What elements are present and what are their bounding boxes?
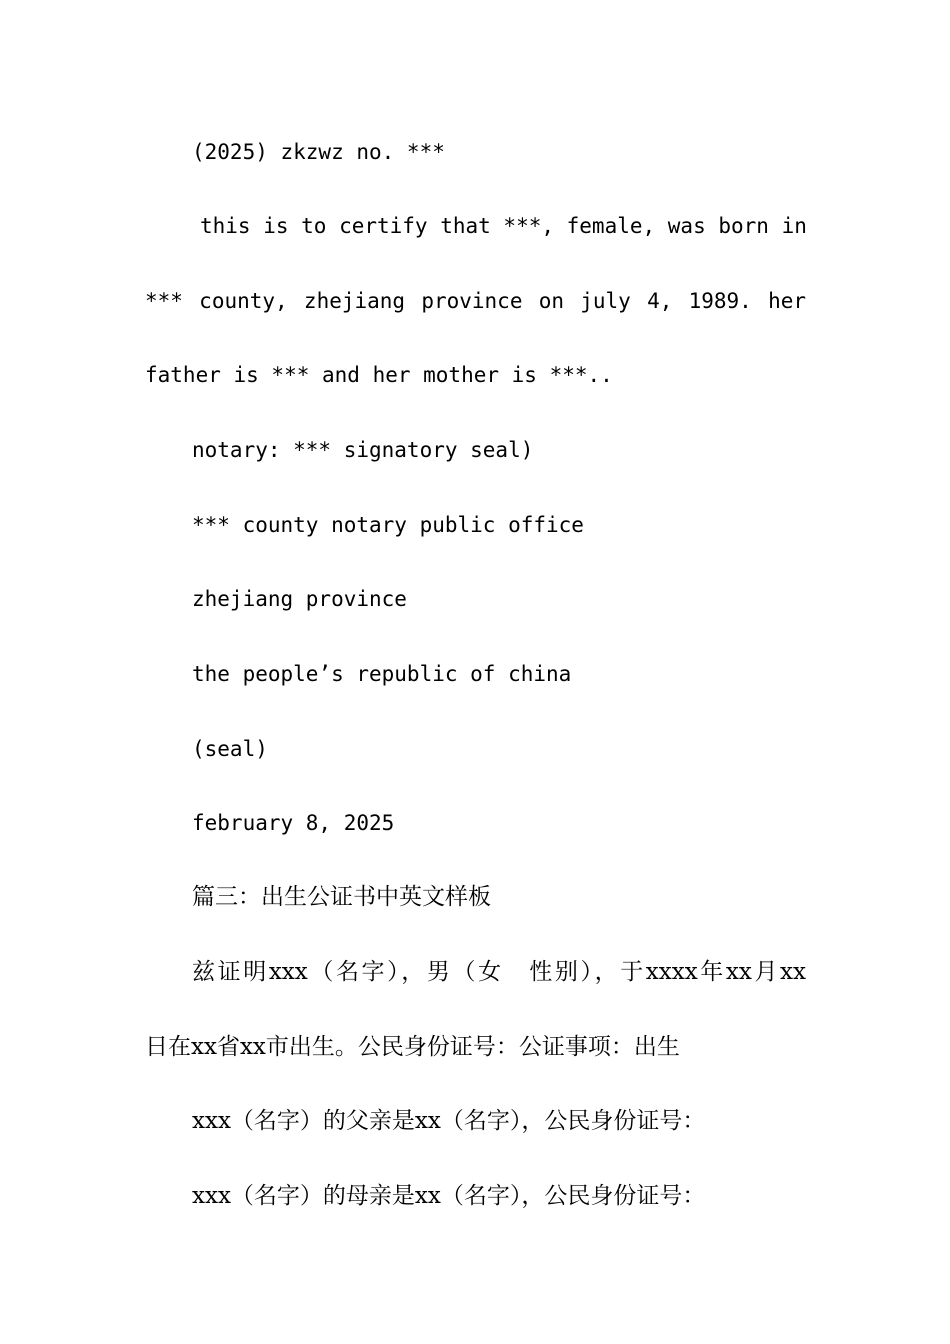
mother-line: xxx（名字）的母亲是xx（名字），公民身份证号： [192, 1183, 706, 1209]
certify-paragraph-line-2: *** county, zhejiang province on july 4, 1989. her [145, 289, 806, 313]
notary-signature-line: notary: *** signatory seal) [192, 438, 534, 462]
date-line: february 8, 2025 [192, 811, 395, 835]
notary-office-line: *** county notary public office [192, 513, 584, 537]
certificate-number: (2025) zkzwz no. *** [192, 140, 445, 164]
father-line: xxx（名字）的父亲是xx（名字），公民身份证号： [192, 1108, 706, 1134]
country-line: the people’s republic of china [192, 662, 572, 686]
chinese-paragraph-line-1: 兹证明xxx（名字），男（女 性别），于xxxx年xx月xx [192, 959, 806, 985]
chinese-paragraph-line-2: 日在xx省xx市出生。公民身份证号：公证事项：出生 [145, 1034, 680, 1060]
certify-paragraph-line-3: father is *** and her mother is ***.. [145, 363, 613, 387]
province-line: zhejiang province [192, 587, 407, 611]
certify-paragraph-line-1: this is to certify that ***, female, was born in [200, 214, 807, 238]
seal-line: (seal) [192, 737, 268, 761]
section-heading: 篇三：出生公证书中英文样板 [192, 884, 491, 910]
